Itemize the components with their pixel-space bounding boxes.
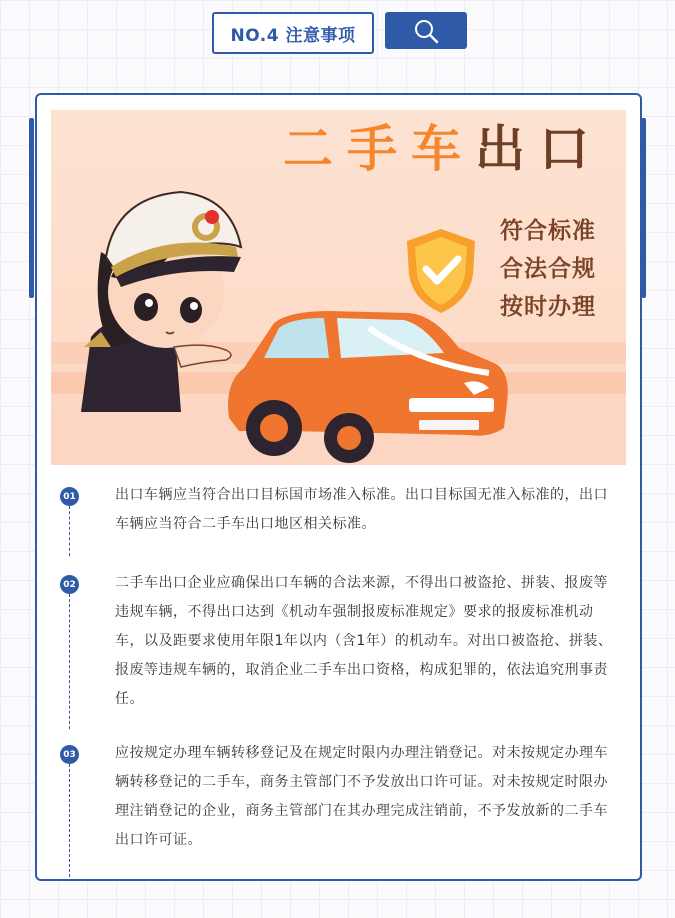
item-text: 出口车辆应当符合出口目标国市场准入标准。出口目标国无准入标准的，出口车辆应当符合二手车出口地区相关标准。 xyxy=(115,487,608,532)
dashed-connector xyxy=(69,506,70,556)
item-text: 二手车出口企业应确保出口车辆的合法来源，不得出口被盗抢、拼装、报废等违规车辆，不得出口达到《机动车强制报废标准规定》要求的报废标准机动车，以及距要求使用年限1年以内（含1年）的机动车。对出口被盗抢、拼装、报废等违规车辆的，取消企业二手车出口资格，构成犯罪的，依法追究刑事责任。 xyxy=(115,575,613,707)
item-text: 应按规定办理车辆转移登记及在规定时限内办理注销登记。对未按规定办理车辆转移登记的二手车，商务主管部门不予发放出口许可证。对未按规定时限办理注销登记的企业，商务主管部门在其办理完成注销前，不予发放新的二手车出口许可证。 xyxy=(115,745,608,848)
dashed-connector xyxy=(69,594,70,729)
slogan-1: 符合标准 xyxy=(500,218,596,244)
hero-slogans xyxy=(500,212,596,326)
hero-title-part2: 出口 xyxy=(475,120,603,178)
search-button[interactable] xyxy=(385,12,467,49)
slogan-3: 按时办理 xyxy=(500,294,596,320)
section-tag xyxy=(212,12,374,54)
search-icon xyxy=(413,18,439,44)
dashed-connector xyxy=(69,764,70,877)
right-accent-bar xyxy=(641,118,646,298)
slogan-2: 合法合规 xyxy=(500,256,596,282)
hero-title xyxy=(283,120,603,178)
item-number: 01 xyxy=(60,487,79,506)
car-illustration xyxy=(219,303,519,463)
item-number: 03 xyxy=(60,745,79,764)
left-accent-bar xyxy=(29,118,34,298)
hero-banner xyxy=(51,110,626,465)
item-number: 02 xyxy=(60,575,79,594)
section-tag-label: NO.4 注意事项 xyxy=(230,25,356,46)
hero-title-part1: 二手车 xyxy=(283,120,475,178)
